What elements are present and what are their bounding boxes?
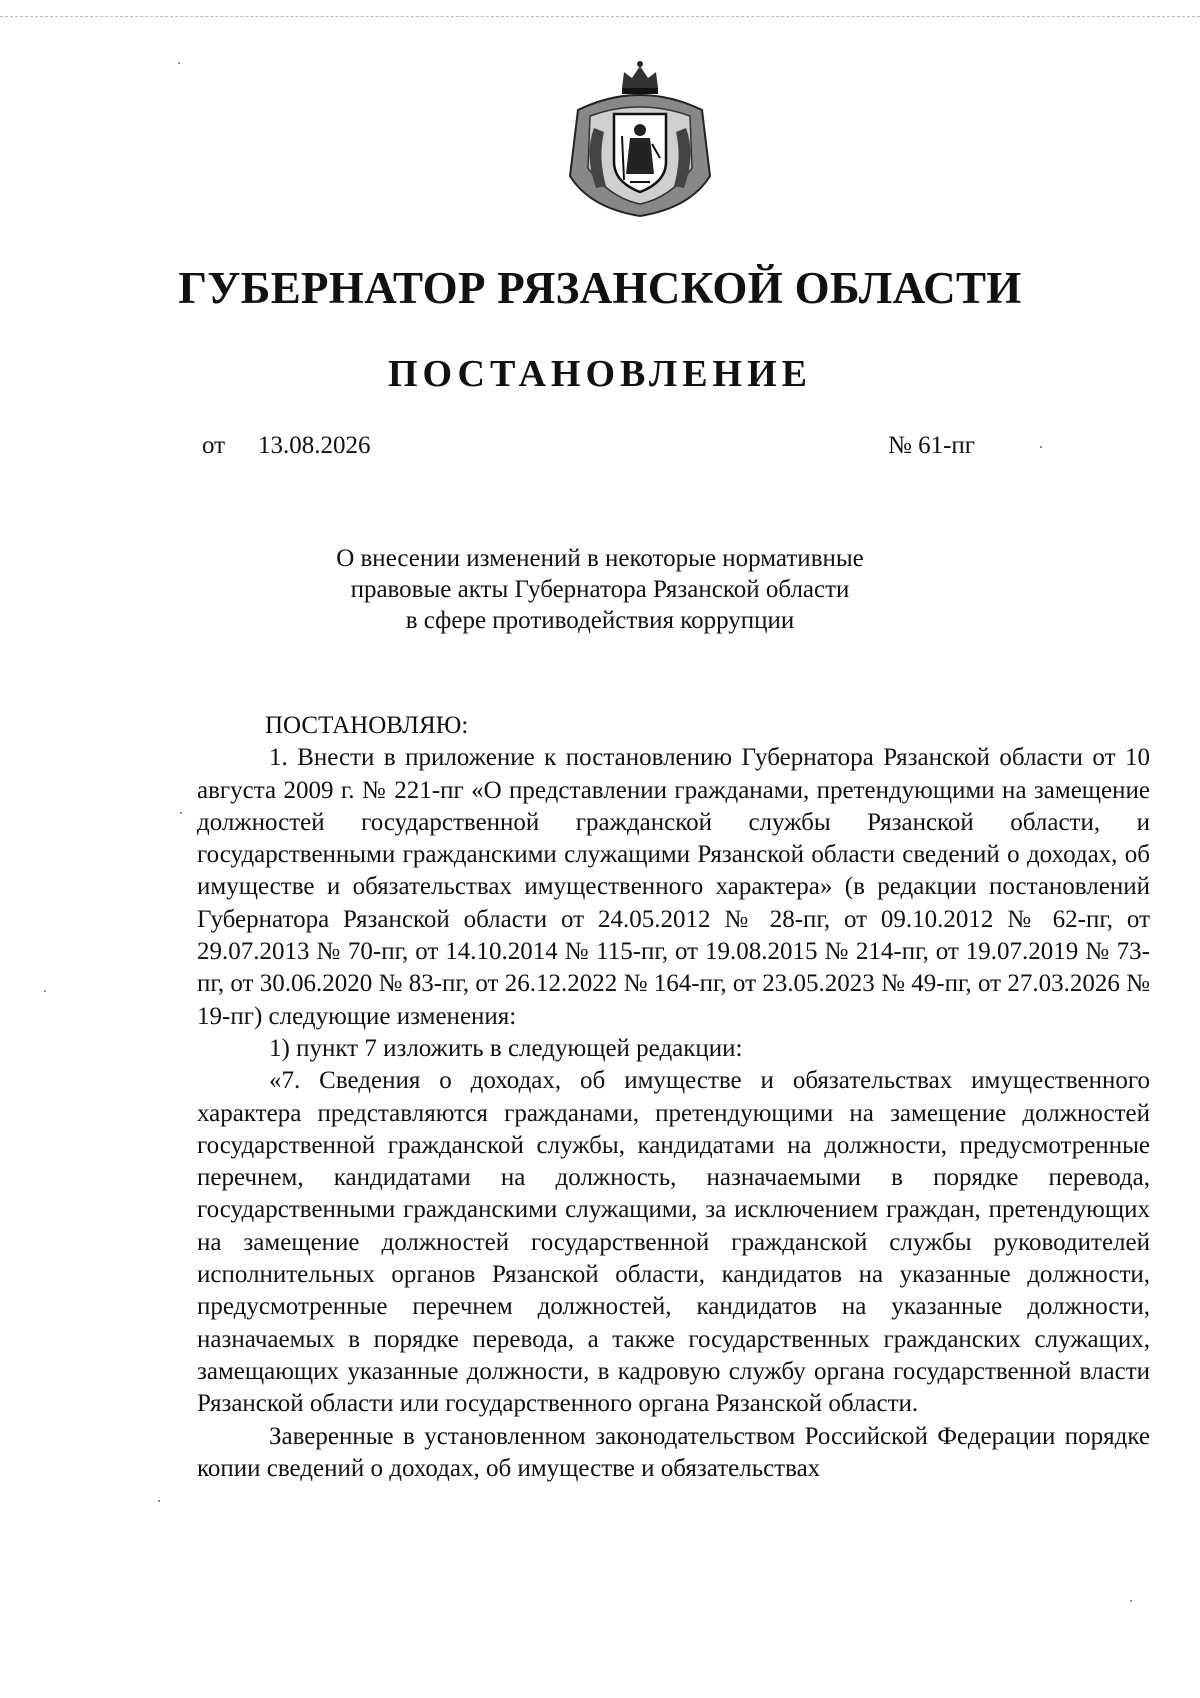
- document-subject: [300, 543, 900, 636]
- subject-line: правовые акты Губернатора Рязанской области: [350, 576, 850, 603]
- scan-speck: [158, 1500, 160, 1502]
- date-prefix: от: [202, 432, 226, 459]
- document-number: № 61-пг: [888, 432, 976, 459]
- scan-speck: [1040, 446, 1042, 448]
- ryazan-coat-of-arms-icon: [560, 58, 720, 218]
- scan-speck: [1130, 1600, 1132, 1602]
- document-date: 13.08.2026: [258, 432, 371, 459]
- scan-edge-line: [0, 16, 1200, 17]
- subject-line: в сфере противодействия коррупции: [405, 607, 795, 634]
- paragraph-subitem-1: 1) пункт 7 изложить в следующей редакции:: [269, 1034, 743, 1062]
- document-body: [197, 710, 1150, 1485]
- decree-word: ПОСТАНОВЛЯЮ:: [265, 712, 469, 739]
- scan-speck: [44, 990, 46, 992]
- scan-speck: [178, 62, 180, 64]
- scan-speck: [180, 812, 182, 814]
- paragraph-certified-copies: Заверенные в установленном законодательством Российской Федерации порядке копии сведений о доходах, об имуществе и обязательствах: [197, 1422, 1150, 1482]
- authority-title: ГУБЕРНАТОР РЯЗАНСКОЙ ОБЛАСТИ: [178, 263, 1022, 313]
- paragraph-quoted-item-7: «7. Сведения о доходах, об имуществе и обязательствах имущественного характера представляются гражданами, претендующими на замещение должностей государственной гражданской службы, кандидатами на должности, предусмотренные перечнем, кандидатами на должность, назначаемыми в порядке перевода, государственными гражданскими служащими, за исключением граждан, претендующих на замещение должностей государственной гражданской службы руководителей исполнительных органов Рязанской области, кандидатов на указанные должности, предусмотренные перечнем должностей, кандидатов на указанные должности, назначаемых в порядке перевода, а также государственных гражданских служащих, замещающих указанные должности, в кадровую службу органа государственной власти Рязанской области или государственного органа Рязанской области.: [197, 1067, 1150, 1418]
- paragraph-item-1: 1. Внести в приложение к постановлению Губернатора Рязанской области от 10 августа 2009 г. № 221-пг «О представлении гражданами, претендующими на замещение должностей государственной гражданской службы Рязанской области, и государственными гражданскими служащими Рязанской области сведений о доходах, об имуществе и обязательствах имущественного характера» (в редакции постановлений Губернатора Рязанской области от 24.05.2012 № 28-пг, от 09.10.2012 № 62-пг, от 29.07.2013 № 70-пг, от 14.10.2014 № 115-пг, от 19.08.2015 № 214-пг, от 19.07.2019 № 73-пг, от 30.06.2020 № 83-пг, от 26.12.2022 № 164-пг, от 23.05.2023 № 49-пг, от 27.03.2026 № 19-пг) следующие изменения:: [197, 744, 1150, 1030]
- document-type-title: ПОСТАНОВЛЕНИЕ: [387, 353, 813, 395]
- subject-line: О внесении изменений в некоторые нормативные: [336, 545, 864, 572]
